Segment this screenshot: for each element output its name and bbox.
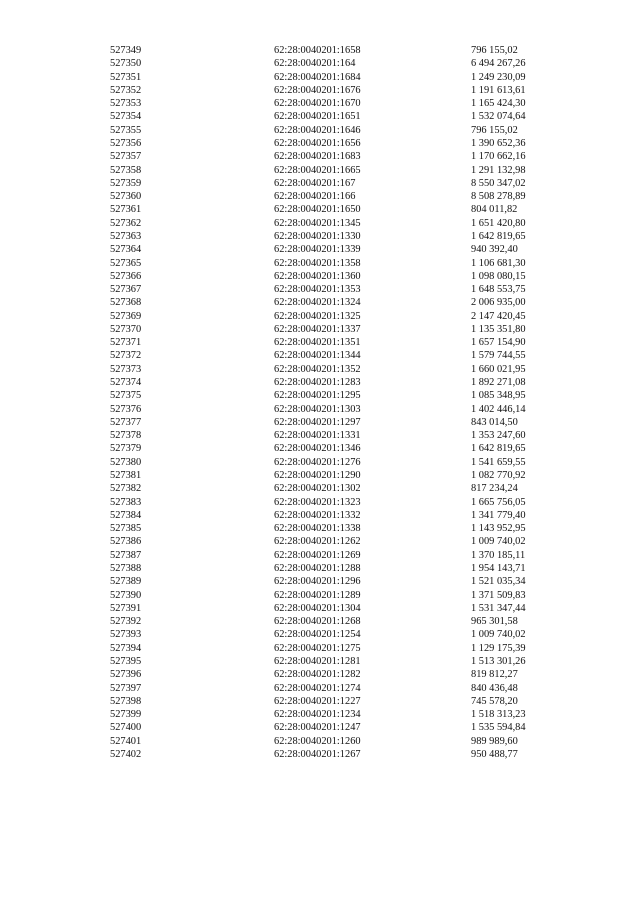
row-id-cell: 527374 <box>110 377 142 389</box>
cadastral-value-cell: 1 143 952,95 <box>471 523 526 535</box>
row-id-cell: 527366 <box>110 270 142 282</box>
cadastral-number-cell: 62:28:0040201:1665 <box>274 164 361 176</box>
cadastral-number-cell: 62:28:0040201:1337 <box>274 323 361 335</box>
row-id-cell: 527399 <box>110 709 142 721</box>
cadastral-number-cell: 62:28:0040201:1289 <box>274 589 361 601</box>
cadastral-number-cell: 62:28:0040201:1297 <box>274 416 361 428</box>
cadastral-number-cell: 62:28:0040201:1262 <box>274 536 361 548</box>
table-row <box>110 376 581 389</box>
row-id-cell: 527381 <box>110 470 142 481</box>
cadastral-number-cell: 62:28:0040201:1330 <box>274 230 361 242</box>
cadastral-number-cell: 62:28:0040201:1325 <box>274 310 361 322</box>
row-id-cell: 527357 <box>110 151 142 163</box>
cadastral-number-cell: 62:28:0040201:1360 <box>274 270 361 282</box>
cadastral-number-cell: 62:28:0040201:1234 <box>274 709 361 721</box>
table-row <box>110 230 581 243</box>
cadastral-number-cell: 62:28:0040201:1290 <box>274 470 361 481</box>
table-row <box>110 456 581 469</box>
cadastral-number-cell: 62:28:0040201:1338 <box>274 523 361 535</box>
cadastral-number-cell: 62:28:0040201:1331 <box>274 430 361 442</box>
table-row <box>110 270 581 283</box>
row-id-cell: 527375 <box>110 390 142 402</box>
table-row <box>110 389 581 402</box>
cadastral-value-cell: 1 291 132,98 <box>471 164 526 176</box>
table-row <box>110 695 581 708</box>
cadastral-number-cell: 62:28:0040201:1339 <box>274 244 361 256</box>
cadastral-value-cell: 1 518 313,23 <box>471 709 526 721</box>
row-id-cell: 527356 <box>110 137 142 149</box>
cadastral-value-cell: 1 170 662,16 <box>471 151 526 163</box>
cadastral-value-cell: 2 147 420,45 <box>471 310 526 322</box>
cadastral-number-cell: 62:28:0040201:1345 <box>274 217 361 229</box>
cadastral-number-cell: 62:28:0040201:1358 <box>274 257 361 269</box>
table-row <box>110 589 581 602</box>
row-id-cell: 527365 <box>110 257 142 269</box>
cadastral-value-cell: 1 521 035,34 <box>471 576 526 588</box>
cadastral-value-cell: 950 488,77 <box>471 748 518 760</box>
row-id-cell: 527382 <box>110 483 142 495</box>
cadastral-number-cell: 62:28:0040201:1304 <box>274 602 361 614</box>
cadastral-value-cell: 1 009 740,02 <box>471 536 526 548</box>
cadastral-number-cell: 62:28:0040201:1344 <box>274 350 361 362</box>
cadastral-value-cell: 843 014,50 <box>471 416 518 428</box>
cadastral-number-cell: 62:28:0040201:1260 <box>274 735 361 747</box>
table-row <box>110 721 581 734</box>
row-id-cell: 527397 <box>110 682 142 694</box>
cadastral-number-cell: 62:28:0040201:1269 <box>274 549 361 561</box>
cadastral-value-cell: 796 155,02 <box>471 45 518 56</box>
table-row <box>110 403 581 416</box>
cadastral-number-cell: 62:28:0040201:1324 <box>274 297 361 309</box>
cadastral-number-cell: 62:28:0040201:164 <box>274 58 356 70</box>
cadastral-value-cell: 819 812,27 <box>471 669 518 681</box>
row-id-cell: 527379 <box>110 443 142 455</box>
cadastral-number-cell: 62:28:0040201:1283 <box>274 377 361 389</box>
cadastral-value-cell: 1 165 424,30 <box>471 98 526 110</box>
cadastral-value-cell: 840 436,48 <box>471 682 518 694</box>
row-id-cell: 527369 <box>110 310 142 322</box>
table-row <box>110 429 581 442</box>
cadastral-value-cell: 817 234,24 <box>471 483 518 495</box>
cadastral-number-cell: 62:28:0040201:1684 <box>274 71 361 83</box>
table-row <box>110 150 581 163</box>
cadastral-value-cell: 8 550 347,02 <box>471 177 526 189</box>
cadastral-number-cell: 62:28:0040201:1267 <box>274 748 361 760</box>
cadastral-number-cell: 62:28:0040201:1247 <box>274 722 361 734</box>
row-id-cell: 527393 <box>110 629 142 641</box>
row-id-cell: 527384 <box>110 509 142 521</box>
table-row <box>110 522 581 535</box>
table-row <box>110 336 581 349</box>
cadastral-number-cell: 62:28:0040201:1670 <box>274 98 361 110</box>
table-row <box>110 509 581 522</box>
cadastral-value-cell: 1 954 143,71 <box>471 562 526 574</box>
cadastral-number-cell: 62:28:0040201:1323 <box>274 496 361 508</box>
cadastral-number-cell: 62:28:0040201:1303 <box>274 403 361 415</box>
cadastral-value-cell: 1 098 080,15 <box>471 270 526 282</box>
table-row <box>110 469 581 482</box>
cadastral-value-cell: 1 129 175,39 <box>471 642 526 654</box>
cadastral-value-cell: 8 508 278,89 <box>471 191 526 203</box>
row-id-cell: 527376 <box>110 403 142 415</box>
cadastral-value-cell: 1 370 185,11 <box>471 549 526 561</box>
table-row <box>110 416 581 429</box>
cadastral-number-cell: 62:28:0040201:1656 <box>274 137 361 149</box>
cadastral-number-cell: 62:28:0040201:1281 <box>274 655 361 667</box>
cadastral-number-cell: 62:28:0040201:1676 <box>274 84 361 96</box>
table-row <box>110 310 581 323</box>
table-row <box>110 363 581 376</box>
row-id-cell: 527377 <box>110 416 142 428</box>
row-id-cell: 527396 <box>110 669 142 681</box>
table-row <box>110 349 581 362</box>
cadastral-number-cell: 62:28:0040201:1683 <box>274 151 361 163</box>
table-row <box>110 748 581 761</box>
cadastral-value-cell: 1 085 348,95 <box>471 390 526 402</box>
row-id-cell: 527373 <box>110 363 142 375</box>
row-id-cell: 527353 <box>110 98 142 110</box>
table-row <box>110 575 581 588</box>
cadastral-value-cell: 1 513 301,26 <box>471 655 526 667</box>
row-id-cell: 527359 <box>110 177 142 189</box>
cadastral-value-cell: 965 301,58 <box>471 616 518 628</box>
table-row <box>110 124 581 137</box>
row-id-cell: 527371 <box>110 337 142 349</box>
cadastral-value-cell: 1 892 271,08 <box>471 377 526 389</box>
cadastral-value-cell: 6 494 267,26 <box>471 58 526 70</box>
row-id-cell: 527395 <box>110 655 142 667</box>
table-row <box>110 668 581 681</box>
cadastral-value-cell: 1 657 154,90 <box>471 337 526 349</box>
table-row <box>110 708 581 721</box>
table-row <box>110 57 581 70</box>
row-id-cell: 527387 <box>110 549 142 561</box>
table-row <box>110 628 581 641</box>
cadastral-value-cell: 1 082 770,92 <box>471 470 526 481</box>
cadastral-number-cell: 62:28:0040201:1651 <box>274 111 361 123</box>
cadastral-value-cell: 1 402 446,14 <box>471 403 526 415</box>
cadastral-value-cell: 1 009 740,02 <box>471 629 526 641</box>
cadastral-number-cell: 62:28:0040201:1276 <box>274 456 361 468</box>
cadastral-value-cell: 796 155,02 <box>471 124 518 136</box>
table-row <box>110 655 581 668</box>
row-id-cell: 527392 <box>110 616 142 628</box>
cadastral-number-cell: 62:28:0040201:1268 <box>274 616 361 628</box>
row-id-cell: 527386 <box>110 536 142 548</box>
cadastral-number-cell: 62:28:0040201:1646 <box>274 124 361 136</box>
table-row <box>110 243 581 256</box>
table-row <box>110 442 581 455</box>
row-id-cell: 527349 <box>110 45 142 56</box>
row-id-cell: 527362 <box>110 217 142 229</box>
row-id-cell: 527367 <box>110 284 142 296</box>
cadastral-value-cell: 745 578,20 <box>471 695 518 707</box>
table-row <box>110 496 581 509</box>
cadastral-value-cell: 1 191 613,61 <box>471 84 526 96</box>
row-id-cell: 527401 <box>110 735 142 747</box>
cadastral-value-cell: 989 989,60 <box>471 735 518 747</box>
cadastral-number-cell: 62:28:0040201:1274 <box>274 682 361 694</box>
row-id-cell: 527355 <box>110 124 142 136</box>
cadastral-number-cell: 62:28:0040201:1346 <box>274 443 361 455</box>
row-id-cell: 527364 <box>110 244 142 256</box>
cadastral-number-cell: 62:28:0040201:1658 <box>274 45 361 56</box>
cadastral-value-cell: 1 651 420,80 <box>471 217 526 229</box>
cadastral-value-table <box>110 44 581 761</box>
table-row <box>110 44 581 57</box>
cadastral-value-cell: 1 541 659,55 <box>471 456 526 468</box>
cadastral-value-cell: 1 249 230,09 <box>471 71 526 83</box>
table-row <box>110 642 581 655</box>
table-row <box>110 257 581 270</box>
row-id-cell: 527398 <box>110 695 142 707</box>
cadastral-value-cell: 940 392,40 <box>471 244 518 256</box>
cadastral-value-cell: 804 011,82 <box>471 204 518 216</box>
cadastral-value-cell: 2 006 935,00 <box>471 297 526 309</box>
table-row <box>110 615 581 628</box>
cadastral-number-cell: 62:28:0040201:1353 <box>274 284 361 296</box>
cadastral-value-cell: 1 371 509,83 <box>471 589 526 601</box>
table-row <box>110 482 581 495</box>
row-id-cell: 527390 <box>110 589 142 601</box>
table-row <box>110 735 581 748</box>
table-row <box>110 97 581 110</box>
row-id-cell: 527383 <box>110 496 142 508</box>
table-row <box>110 562 581 575</box>
row-id-cell: 527363 <box>110 230 142 242</box>
cadastral-value-cell: 1 665 756,05 <box>471 496 526 508</box>
row-id-cell: 527402 <box>110 748 142 760</box>
row-id-cell: 527368 <box>110 297 142 309</box>
row-id-cell: 527361 <box>110 204 142 216</box>
cadastral-number-cell: 62:28:0040201:1288 <box>274 562 361 574</box>
cadastral-value-cell: 1 531 347,44 <box>471 602 526 614</box>
row-id-cell: 527352 <box>110 84 142 96</box>
table-body <box>110 44 581 761</box>
row-id-cell: 527360 <box>110 191 142 203</box>
row-id-cell: 527354 <box>110 111 142 123</box>
cadastral-number-cell: 62:28:0040201:1295 <box>274 390 361 402</box>
row-id-cell: 527380 <box>110 456 142 468</box>
row-id-cell: 527358 <box>110 164 142 176</box>
row-id-cell: 527370 <box>110 323 142 335</box>
cadastral-value-cell: 1 390 652,36 <box>471 137 526 149</box>
row-id-cell: 527394 <box>110 642 142 654</box>
cadastral-value-cell: 1 341 779,40 <box>471 509 526 521</box>
table-row <box>110 71 581 84</box>
table-row <box>110 190 581 203</box>
table-row <box>110 137 581 150</box>
cadastral-number-cell: 62:28:0040201:1275 <box>274 642 361 654</box>
cadastral-number-cell: 62:28:0040201:1254 <box>274 629 361 641</box>
table-row <box>110 217 581 230</box>
cadastral-number-cell: 62:28:0040201:167 <box>274 177 356 189</box>
cadastral-value-cell: 1 660 021,95 <box>471 363 526 375</box>
table-row <box>110 164 581 177</box>
cadastral-number-cell: 62:28:0040201:166 <box>274 191 356 203</box>
row-id-cell: 527389 <box>110 576 142 588</box>
cadastral-value-cell: 1 535 594,84 <box>471 722 526 734</box>
cadastral-value-cell: 1 579 744,55 <box>471 350 526 362</box>
cadastral-value-cell: 1 135 351,80 <box>471 323 526 335</box>
cadastral-value-cell: 1 532 074,64 <box>471 111 526 123</box>
cadastral-value-cell: 1 648 553,75 <box>471 284 526 296</box>
row-id-cell: 527378 <box>110 430 142 442</box>
row-id-cell: 527372 <box>110 350 142 362</box>
table-row <box>110 203 581 216</box>
table-row <box>110 177 581 190</box>
table-row <box>110 283 581 296</box>
table-row <box>110 84 581 97</box>
row-id-cell: 527400 <box>110 722 142 734</box>
table-row <box>110 549 581 562</box>
table-row <box>110 602 581 615</box>
table-row <box>110 323 581 336</box>
table-row <box>110 296 581 309</box>
row-id-cell: 527391 <box>110 602 142 614</box>
cadastral-value-cell: 1 106 681,30 <box>471 257 526 269</box>
cadastral-value-cell: 1 642 819,65 <box>471 443 526 455</box>
cadastral-number-cell: 62:28:0040201:1332 <box>274 509 361 521</box>
row-id-cell: 527351 <box>110 71 142 83</box>
cadastral-number-cell: 62:28:0040201:1650 <box>274 204 361 216</box>
cadastral-number-cell: 62:28:0040201:1282 <box>274 669 361 681</box>
cadastral-value-cell: 1 642 819,65 <box>471 230 526 242</box>
cadastral-value-cell: 1 353 247,60 <box>471 430 526 442</box>
cadastral-number-cell: 62:28:0040201:1352 <box>274 363 361 375</box>
row-id-cell: 527385 <box>110 523 142 535</box>
table-row <box>110 110 581 123</box>
row-id-cell: 527388 <box>110 562 142 574</box>
cadastral-number-cell: 62:28:0040201:1351 <box>274 337 361 349</box>
row-id-cell: 527350 <box>110 58 142 70</box>
cadastral-number-cell: 62:28:0040201:1227 <box>274 695 361 707</box>
table-row <box>110 535 581 548</box>
cadastral-number-cell: 62:28:0040201:1302 <box>274 483 361 495</box>
table-row <box>110 682 581 695</box>
cadastral-number-cell: 62:28:0040201:1296 <box>274 576 361 588</box>
